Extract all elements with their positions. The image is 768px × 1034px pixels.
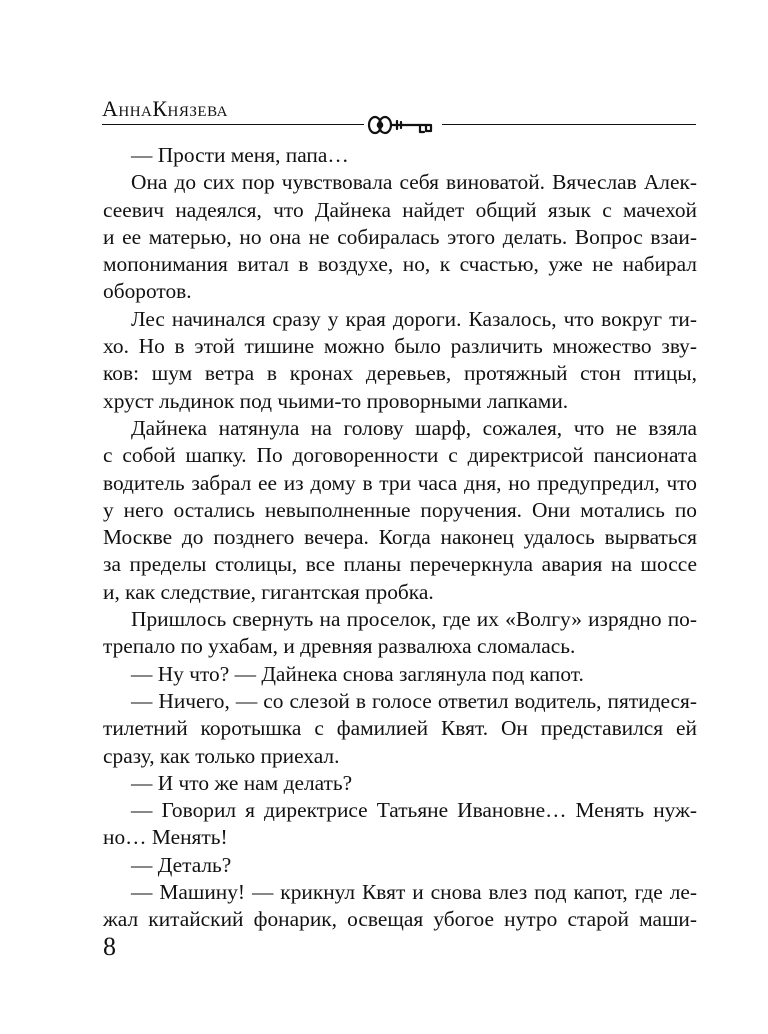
text-line: сеевич надеялся, что Дайнека найдет общий язык с мачехой	[103, 197, 697, 222]
text-line: — Ничего, — со слезой в голосе ответил водитель, пятидеся-	[131, 688, 697, 713]
text-line: мопонимания витал в воздухе, но, к счастью, уже не набирал	[103, 252, 697, 277]
text-line: — И что же нам делать?	[131, 770, 353, 795]
text-line: — Говорил я директрисе Татьяне Ивановне… Менять нуж-	[131, 798, 697, 823]
text-line: Дайнека натянула на голову шарф, сожалея, что не взяла	[131, 415, 697, 440]
text-line: сразу, как только приехал.	[103, 743, 340, 768]
text-line: с собой шапку. По договоренности с директрисой пансионата	[103, 443, 697, 468]
text-line: жал китайский фонарик, освещая убогое нутро старой маши-	[103, 907, 697, 932]
text-line: и, как следствие, гигантская пробка.	[103, 579, 434, 604]
text-line: водитель забрал ее из дому в три часа дня, но предупредил, что	[103, 470, 697, 495]
text-line: — Прости меня, папа…	[131, 143, 349, 167]
text-line: Пришлось свернуть на проселок, где их «Волгу» изрядно по-	[131, 607, 697, 632]
text-line: но… Менять!	[103, 825, 228, 850]
text-line: и ее матерью, но она не собиралась этого делать. Вопрос взаи-	[103, 224, 697, 249]
page-number: 8	[103, 932, 116, 961]
text-line: — Ну что? — Дайнека снова заглянула под капот.	[131, 661, 584, 686]
running-head-author: АннаКнязева	[102, 96, 228, 121]
text-line: хруст льдинок под чьими-то проворными лапками.	[103, 388, 569, 413]
body-text	[103, 142, 697, 934]
text-line: тилетний коротышка с фамилией Квят. Он представился ей	[103, 716, 697, 741]
text-line: — Машину! — крикнул Квят и снова влез под капот, где ле-	[131, 880, 697, 905]
text-line: хо. Но в этой тишине можно было различить множество зву-	[103, 334, 697, 359]
text-line: у него остались невыполненные поручения. Они мотались по	[103, 497, 697, 522]
text-line: за пределы столицы, все планы перечеркнула авария на шоссе	[103, 552, 697, 577]
text-line: — Деталь?	[131, 852, 232, 877]
text-line: Москве до позднего вечера. Когда наконец удалось вырваться	[103, 525, 697, 550]
text-line: Лес начинался сразу у края дороги. Казалось, что вокруг ти-	[131, 306, 697, 331]
key-icon	[364, 111, 442, 139]
text-line: оборотов.	[103, 279, 192, 304]
text-line: ков: шум ветра в кронах деревьев, протяжный стон птицы,	[103, 361, 697, 386]
text-line: Она до сих пор чувствовала себя виноватой. Вячеслав Алек-	[131, 170, 697, 195]
text-line: трепало по ухабам, и древняя развалюха сломалась.	[103, 634, 576, 659]
